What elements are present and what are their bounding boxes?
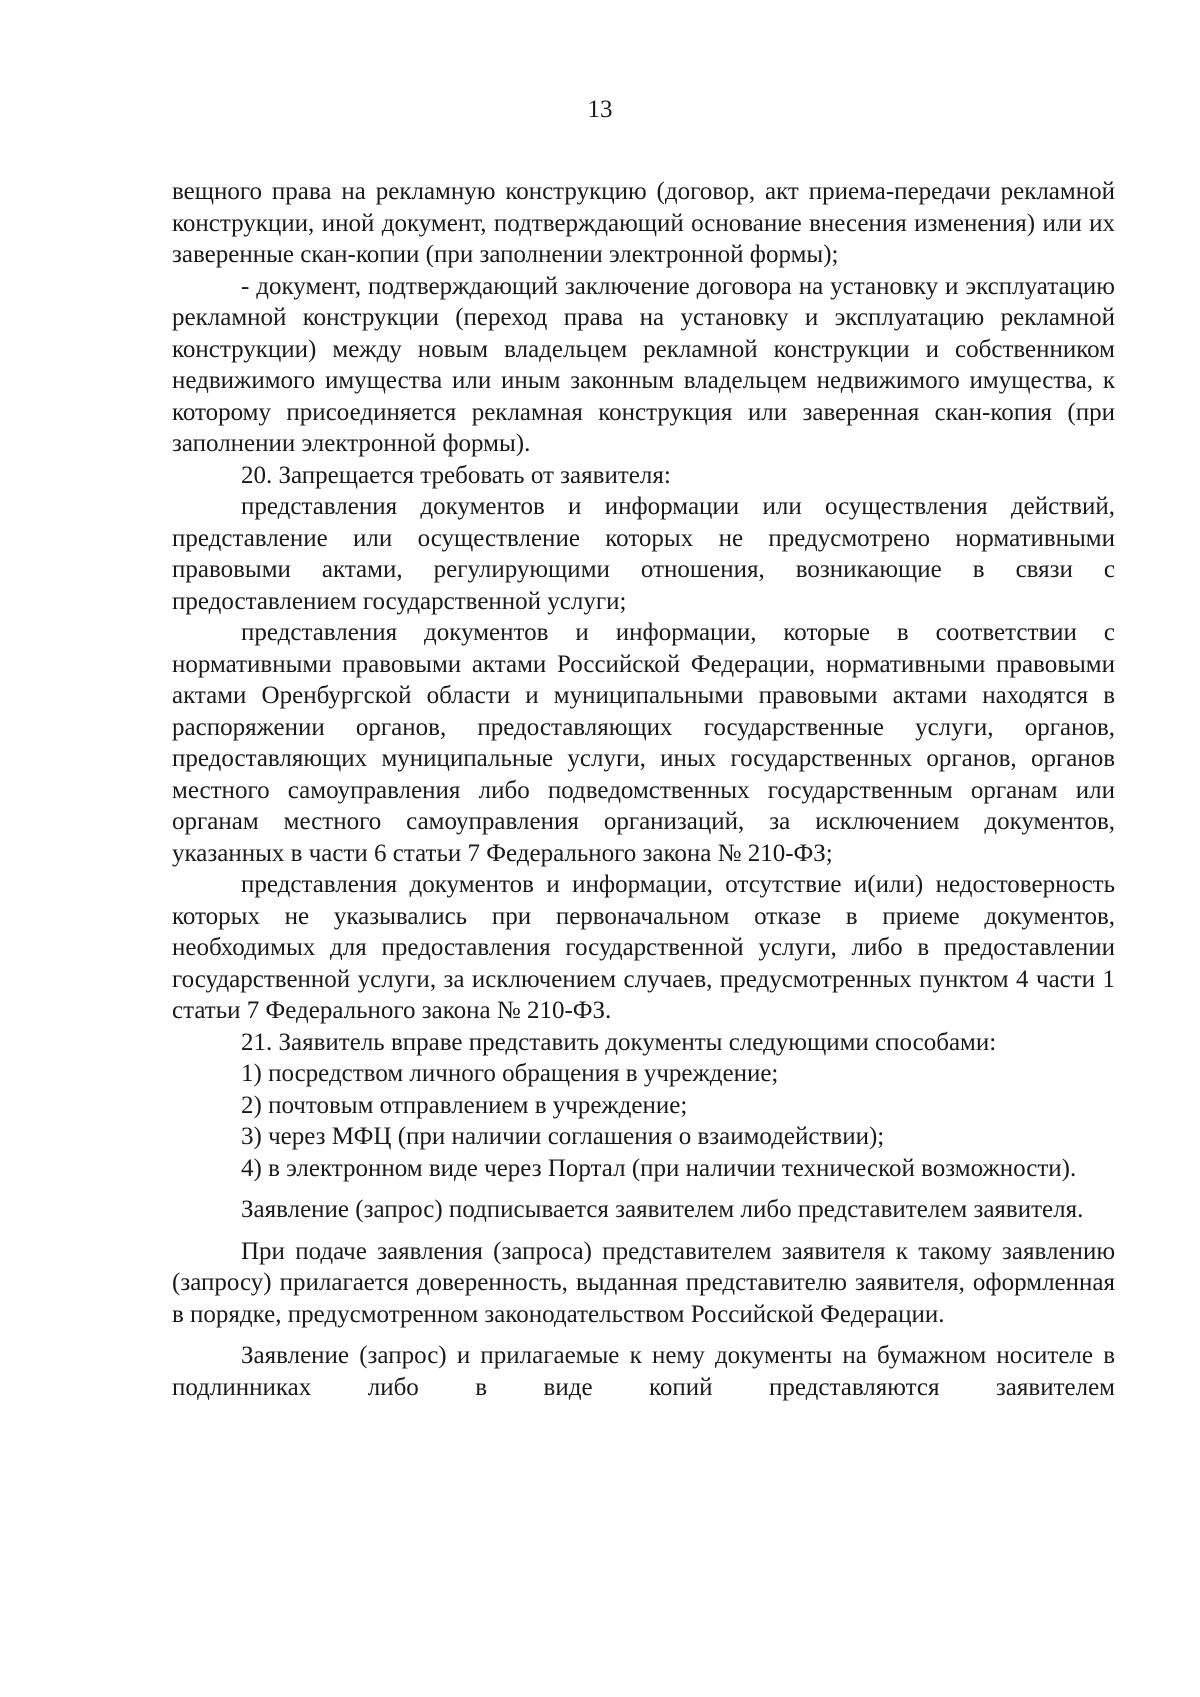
- paragraph-20-item-1: представления документов и информации или осуществления действий, представление или осуществление которых не предусмотрено нормативными правовыми актами, регулирующими отношения, возникающие в связи с предоставлением государственной услуги;: [172, 493, 1115, 615]
- paragraph-ownership-documents: вещного права на рекламную конструкцию (договор, акт приема-передачи рекламной конструкции, иной документ, подтверждающий основание внесения изменения) или их заверенные скан-копии (при заполнении электронной формы);: [172, 178, 1115, 268]
- list-item-3: 3) через МФЦ (при наличии соглашения о взаимодействии);: [241, 1123, 885, 1150]
- list-item-4: 4) в электронном виде через Портал (при наличии технической возможности).: [241, 1154, 1077, 1182]
- paragraph-20-item-2: представления документов и информации, которые в соответствии с нормативными правовыми актами Российской Федерации, нормативными правовыми актами Оренбургской области и муниципальными правовыми актами находятся в распоряжении органов, предоставляющих государственные услуги, органов, предоставляющих муниципальные услуги, иных государственных органов, органов местного самоуправления либо подведомственных государственным органам или органам местного самоуправления организаций, за исключением документов, указанных в части 6 статьи 7 Федерального закона № 210-ФЗ;: [172, 619, 1115, 867]
- paragraph-paper-documents: Заявление (запрос) и прилагаемые к нему документы на бумажном носителе в подлинниках либо в виде копий представляются заявителем: [172, 1342, 1115, 1401]
- document-body: [172, 176, 1115, 1403]
- paragraph-signature: Заявление (запрос) подписывается заявителем либо представителем заявителя.: [241, 1196, 1084, 1223]
- paragraph-power-of-attorney: При подаче заявления (запроса) представителем заявителя к такому заявлению (запросу) прилагается доверенность, выданная представителю заявителя, оформленная в порядке, предусмотренном законодательством Российской Федерации.: [172, 1237, 1115, 1328]
- list-item-2: 2) почтовым отправлением в учреждение;: [241, 1091, 688, 1119]
- paragraph-20-heading: 20. Запрещается требовать от заявителя:: [241, 461, 671, 489]
- list-item-1: 1) посредством личного обращения в учреждение;: [241, 1060, 779, 1087]
- paragraph-20-item-3: представления документов и информации, отсутствие и(или) недостоверность которых не указывались при первоначальном отказе в приеме документов, необходимых для предоставления государственной услуги, либо в предоставлении государственной услуги, за исключением случаев, предусмотренных пунктом 4 части 1 статьи 7 Федерального закона № 210-ФЗ.: [172, 871, 1115, 1024]
- page-number: 13: [587, 96, 613, 123]
- paragraph-21-heading: 21. Заявитель вправе представить документы следующими способами:: [241, 1028, 997, 1056]
- paragraph-installation-agreement: - документ, подтверждающий заключение договора на установку и эксплуатацию рекламной конструкции (переход права на установку и эксплуатацию рекламной конструкции) между новым владельцем рекламной конструкции и собственником недвижимого имущества или иным законным владельцем недвижимого имущества, к которому присоединяется рекламная конструкция или заверенная скан-копия (при заполнении электронной формы).: [172, 272, 1115, 457]
